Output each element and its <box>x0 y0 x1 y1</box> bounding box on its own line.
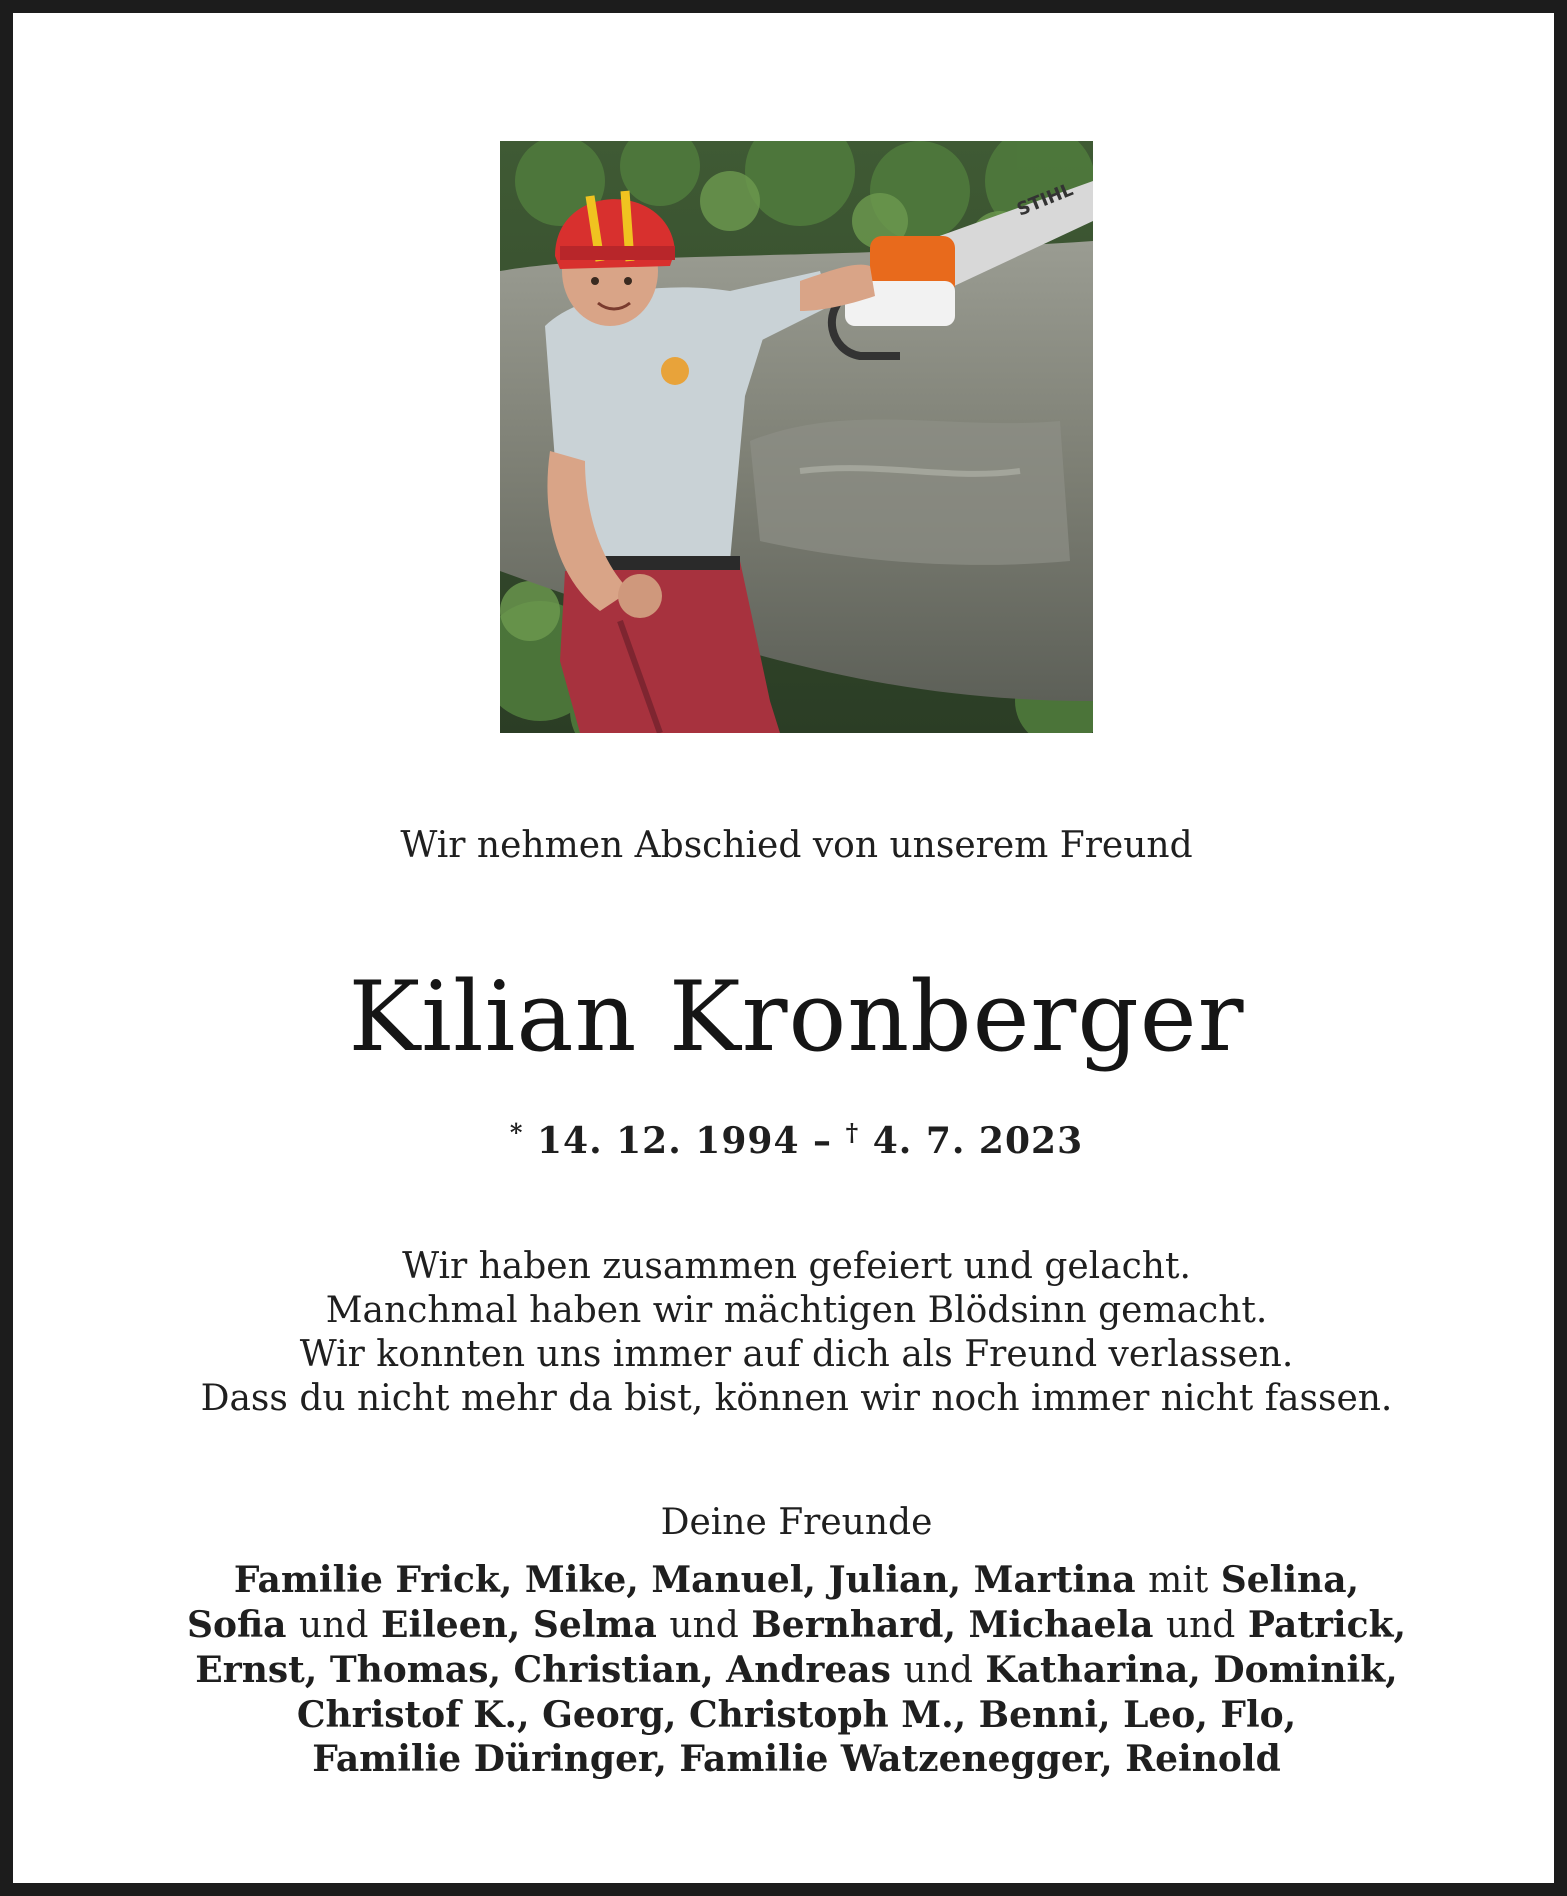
poem-line: Wir haben zusammen gefeiert und gelacht. <box>402 1246 1191 1287</box>
friends-names: Familie Frick, Mike, Manuel, Julian, Martina <box>233 1559 1136 1601</box>
friends-line-4: Christof K., Georg, Christoph M., Benni, Leo, Flo, <box>296 1694 1297 1736</box>
deceased-name: Kilian Kronberger <box>348 961 1245 1073</box>
death-symbol: † <box>845 1118 860 1147</box>
friends-names: Eileen, Selma <box>381 1604 657 1646</box>
poem <box>13 1245 1567 1421</box>
poem-line: Manchmal haben wir mächtigen Blödsinn gemacht. <box>325 1290 1268 1331</box>
friends-line-3 <box>13 1648 1567 1693</box>
svg-text:STIHL: STIHL <box>1014 179 1077 221</box>
poem-line: Dass du nicht mehr da bist, können wir noch immer nicht fassen. <box>200 1378 1393 1419</box>
friends-names: Sofia <box>186 1604 287 1646</box>
memorial-portrait-photo <box>500 141 1093 733</box>
friends-line-2 <box>13 1603 1567 1648</box>
birth-date: 14. 12. 1994 <box>536 1120 800 1162</box>
life-dates <box>13 1118 1567 1162</box>
friends-line-1 <box>13 1558 1567 1603</box>
death-date: 4. 7. 2023 <box>872 1120 1084 1162</box>
friends-names: Bernhard, Michaela <box>751 1604 1154 1646</box>
conjunction: und <box>903 1650 973 1691</box>
birth-symbol: * <box>509 1118 524 1147</box>
conjunction: und <box>1165 1605 1236 1646</box>
friends-line-5: Familie Düringer, Familie Watzenegger, Reinold <box>312 1738 1281 1780</box>
friends-names: Ernst, Thomas, Christian, Andreas <box>195 1649 891 1691</box>
friends-list <box>13 1558 1567 1781</box>
conjunction: und <box>299 1605 369 1646</box>
poem-line: Wir konnten uns immer auf dich als Freund verlassen. <box>299 1334 1294 1375</box>
intro-text: Wir nehmen Abschied von unserem Freund <box>400 825 1193 866</box>
portrait-illustration <box>500 141 1093 733</box>
date-separator: – <box>813 1120 833 1162</box>
conjunction: und <box>669 1605 739 1646</box>
friends-names: Patrick, <box>1247 1604 1407 1646</box>
conjunction: mit <box>1148 1560 1209 1601</box>
friends-names: Selina, <box>1220 1559 1360 1601</box>
signature: Deine Freunde <box>660 1502 933 1543</box>
friends-names: Katharina, Dominik, <box>985 1649 1398 1691</box>
